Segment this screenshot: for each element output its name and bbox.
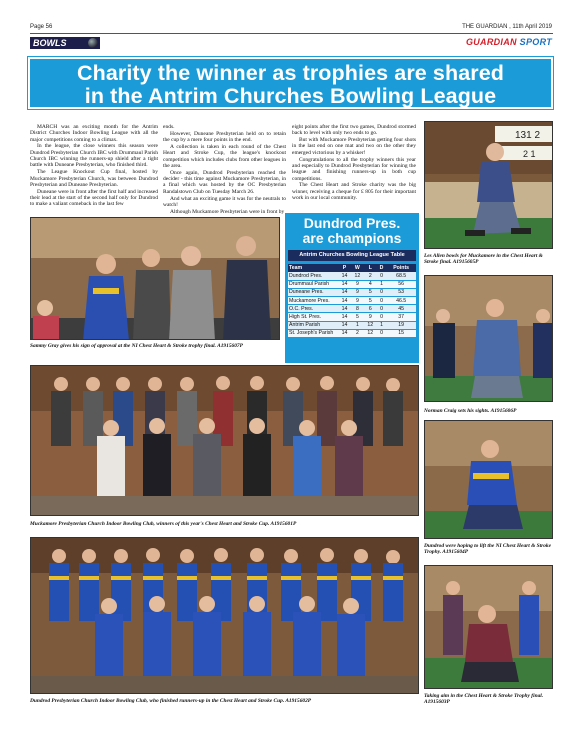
photo-les-allen	[424, 121, 553, 249]
table-cell: Antrim Parish	[288, 321, 338, 329]
publication-date: THE GUARDIAN , 11th April 2019	[462, 24, 552, 30]
table-cell: 53	[386, 288, 416, 296]
table-cell: 0	[377, 329, 387, 337]
table-cell: O.C. Pres.	[288, 305, 338, 313]
table-row	[288, 321, 416, 329]
caption-dundrod-team: Dundrod Presbyterian Church Indoor Bowling Club, who finished runners-up in the Chest Heart and Stroke Cup. A1915602P	[30, 698, 312, 704]
table-cell: 14	[338, 313, 351, 321]
table-cell: 9	[364, 313, 377, 321]
caption-sammy-gray: Sammy Gray gives his sign of approval at the NI Chest Heart & Stroke trophy final. A1915607P	[30, 343, 243, 349]
table-cell: 2	[351, 329, 364, 337]
paragraph: Although Muckamore Presbyterian were in front by	[170, 208, 285, 215]
champions-title-line-1: Dundrod Pres.	[303, 215, 401, 231]
paragraph: MARCH was an exciting month for the Antrim District Churches Indoor Bowling League with all the major competitions coming to a climax.	[30, 124, 158, 143]
paragraph: And what an exciting game it was for the neutrals to watch!	[163, 195, 286, 208]
table-cell: Drummaul Parish	[288, 280, 338, 288]
table-cell: St. Joseph's Parish	[288, 329, 338, 337]
photo-muckamore-team	[30, 365, 419, 516]
table-cell: 9	[351, 297, 364, 305]
league-table-header-row	[288, 264, 416, 272]
table-cell: 0	[377, 297, 387, 305]
champions-title-line-2: are champions	[302, 230, 402, 246]
headline-line-1: Charity the winner as trophies are shared	[76, 61, 505, 85]
table-row	[288, 288, 416, 296]
photo-norman-craig	[424, 275, 553, 402]
table-row	[288, 297, 416, 305]
column-header: L	[364, 264, 377, 272]
paragraph: Once again, Dundrod Presbyterian reached the decider - this time against Muckamore Presbyterian, in a final which was hosted by the OC Presbyterian Randalstown Club on Tuesday March 26.	[163, 169, 286, 195]
table-cell: 56	[386, 280, 416, 288]
table-cell: 19	[386, 321, 416, 329]
paragraph: A collection is taken in each round of the Chest Heart and Stroke Cup, the league's knockout competition which includes clubs from other leagues in the area.	[163, 144, 286, 169]
scoreboard-text: 131 2	[515, 130, 541, 141]
caption-taking-aim: Taking aim in the Chest Heart & Stroke Trophy final. A1915603P	[424, 693, 544, 706]
photo-taking-aim	[424, 565, 553, 689]
brand-primary: GUARDIAN	[465, 37, 517, 47]
table-cell: 1	[377, 280, 387, 288]
section-tag-label: BOWLS	[33, 38, 67, 48]
paragraph: In the league, the close winners this season were Dundrod Presbyterian Church IBC with Drummaul Parish Church IBC winning the runners-up shield after a tight battle with Duneane Presbyterian, who finished third.	[30, 143, 159, 169]
table-cell: 14	[338, 297, 351, 305]
photo-dundrod-hoping	[424, 420, 553, 539]
headline-line-2: in the Antrim Churches Bowling League	[84, 84, 497, 108]
table-cell: High St. Pres.	[288, 313, 338, 321]
photo-sammy-gray	[30, 217, 280, 340]
article-column-2	[163, 124, 286, 216]
photo-dundrod-team	[30, 537, 419, 694]
champions-box	[285, 213, 419, 363]
page-number: Page 56	[30, 24, 53, 30]
table-cell: 15	[386, 329, 416, 337]
table-cell: 9	[351, 288, 364, 296]
scoreboard-text: 2 1	[523, 149, 536, 159]
paragraph: Congratulations to all the trophy winners this year and especially to Dundrod Presbyterian for winning the league and finishing runners-up in both cup competitions.	[292, 156, 416, 182]
table-cell: 12	[351, 272, 364, 280]
table-cell: 14	[338, 280, 351, 288]
headline-banner	[28, 57, 553, 109]
paragraph: Duneane were in front after the first half and increased their lead at the start of the second half only for Dundrod to make a valiant comeback in the last few	[30, 188, 158, 208]
table-cell: 45	[386, 305, 416, 313]
table-cell: Dundrod Pres.	[288, 272, 338, 280]
table-cell: 12	[364, 321, 377, 329]
table-cell: 8	[351, 305, 364, 313]
article-column-3	[292, 124, 416, 202]
league-table-title: Antrim Churches Bowling League Table	[288, 250, 416, 261]
table-row	[288, 313, 416, 321]
column-header: Team	[288, 264, 338, 272]
table-cell: Duneane Pres.	[288, 288, 338, 296]
paragraph: The Chest Heart and Stroke charity was the big winner, receiving a cheque for £ 805 for their important work in our local community.	[292, 182, 416, 202]
table-cell: 0	[377, 305, 387, 313]
table-row	[288, 280, 416, 288]
paragraph: The League Knockout Cup final, hosted by Muckamore Presbyterian Church, was between Dundrod Presbyterian and Duneane Presbyterian.	[30, 169, 158, 188]
column-header: Points	[386, 264, 416, 272]
table-cell: 9	[351, 280, 364, 288]
table-cell: 14	[338, 272, 351, 280]
brand-logo	[466, 37, 552, 47]
paragraph: But with Muckamore Presbyterian getting four shots in the last end on one mat and two on the other they emerged victorious by a whisker!	[292, 137, 416, 156]
header-rule	[30, 33, 553, 34]
table-row	[288, 329, 416, 337]
section-tag	[30, 37, 100, 49]
table-cell: 0	[377, 272, 387, 280]
table-cell: 14	[338, 288, 351, 296]
table-cell: 5	[364, 297, 377, 305]
column-header: D	[377, 264, 387, 272]
table-cell: 5	[364, 288, 377, 296]
table-cell: 12	[364, 329, 377, 337]
paragraph: ends.	[163, 124, 175, 130]
table-cell: 0	[377, 313, 387, 321]
paragraph: However, Duneane Presbyterian held on to retain the cup by a mere four points in the end.	[163, 130, 286, 144]
league-table	[288, 264, 416, 338]
brand-secondary: SPORT	[519, 37, 552, 47]
caption-dundrod-hoping: Dundrod were hoping to lift the NI Chest Heart & Stroke Trophy. A1915604P	[424, 543, 551, 556]
bowl-icon	[88, 38, 98, 48]
table-cell: 68.5	[386, 272, 416, 280]
table-cell: 14	[338, 321, 351, 329]
column-header: P	[338, 264, 351, 272]
caption-norman-craig: Norman Craig sets his sights. A1915606P	[424, 408, 517, 414]
table-cell: 5	[351, 313, 364, 321]
table-cell: Muckamore Pres.	[288, 297, 338, 305]
table-cell: 4	[364, 280, 377, 288]
table-cell: 14	[338, 329, 351, 337]
table-cell: 0	[377, 288, 387, 296]
table-cell: 46.5	[386, 297, 416, 305]
table-row	[288, 305, 416, 313]
paragraph: eight points after the first two games, Dundrod stormed back to level with only two ends to go.	[292, 124, 416, 137]
table-cell: 6	[364, 305, 377, 313]
caption-les-allen: Les Allen bowls for Muckamore in the Chest Heart & Stroke final. A1915605P	[424, 253, 543, 266]
table-row	[288, 272, 416, 280]
caption-muckamore-team: Muckamore Presbyterian Church Indoor Bowling Club, winners of this year's Chest Heart and Stroke Cup. A1915601P	[30, 521, 297, 527]
column-header: W	[351, 264, 364, 272]
table-cell: 37	[386, 313, 416, 321]
article-column-1	[30, 124, 158, 208]
table-cell: 14	[338, 305, 351, 313]
table-cell: 2	[364, 272, 377, 280]
table-cell: 1	[351, 321, 364, 329]
table-cell: 1	[377, 321, 387, 329]
